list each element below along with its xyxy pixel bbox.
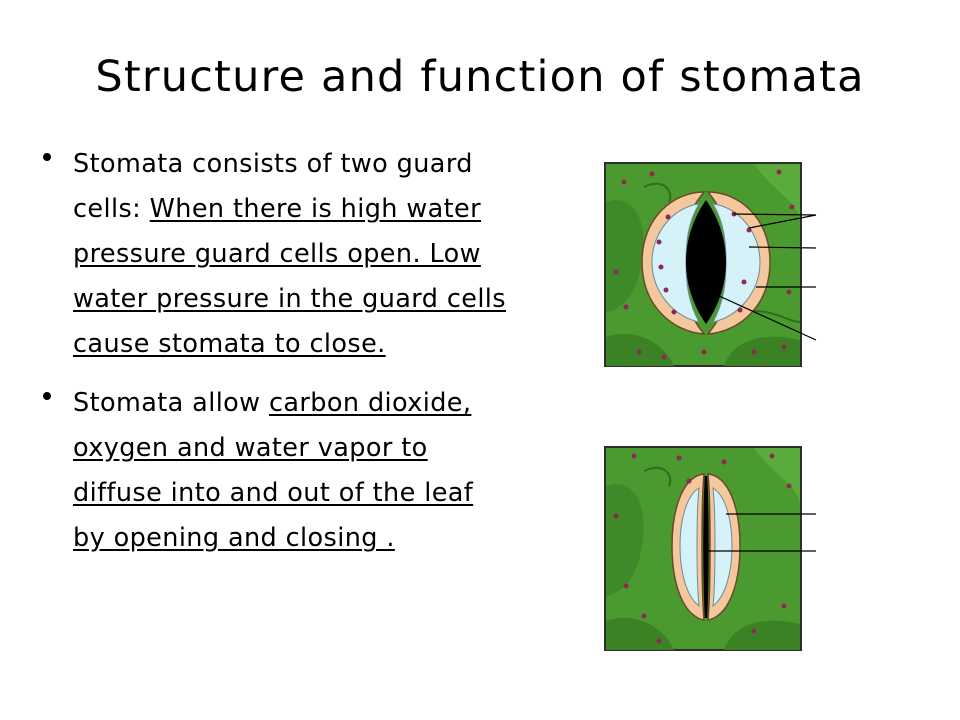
bullet-item — [40, 381, 510, 561]
bullet-item — [40, 142, 510, 367]
bullet-dot-icon — [43, 153, 51, 161]
open-stoma-diagram — [604, 162, 818, 368]
slide-title: Structure and function of stomata — [95, 52, 865, 102]
bullet-underlined-text: When there is high water pressure guard cells open. Low water pressure in the guard cells cause stomata to close. — [73, 194, 506, 359]
bullet-dot-icon — [43, 392, 51, 400]
bullet-list — [40, 142, 510, 575]
bullet-text: Stomata consists of two guard cells: — [73, 149, 473, 224]
closed-stoma-diagram — [604, 446, 818, 652]
bullet-underlined-text: carbon dioxide, oxygen and water vapor to diffuse into and out of the leaf by opening and closing . — [73, 388, 474, 553]
bullet-text: Stomata allow — [73, 388, 269, 418]
stomatal-pore — [705, 476, 708, 618]
